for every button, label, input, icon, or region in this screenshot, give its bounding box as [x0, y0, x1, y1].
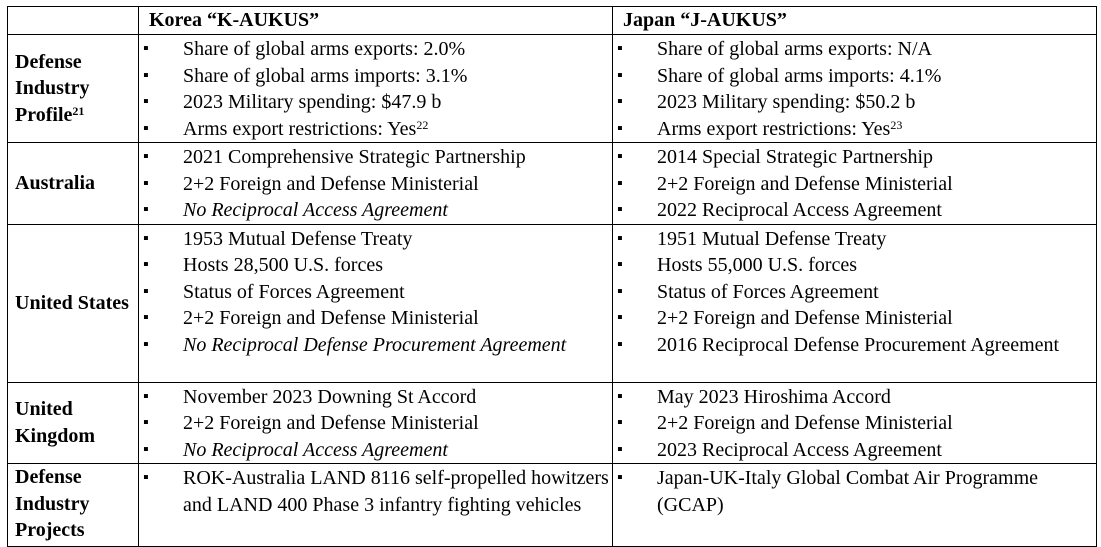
header-corner-cell: [8, 7, 139, 35]
korea-cell-australia: [139, 143, 613, 225]
header-korea: Korea “K-AUKUS”: [139, 7, 613, 35]
list-item: ▪ Share of global arms exports: 2.0%: [139, 36, 612, 63]
row-label-united-states: United States: [8, 224, 139, 382]
row-label-profile: Defense Industry Profile$^{21}$: [8, 35, 139, 143]
list-item: ▪ 2+2 Foreign and Defense Ministerial: [613, 171, 1096, 198]
list-item: ▪ 2023 Reciprocal Access Agreement: [613, 437, 1096, 464]
list-item: ▪ ROK-Australia LAND 8116 self-propelled howitzers and LAND 400 Phase 3 infantry fighting vehicles: [139, 465, 612, 518]
list-item: ▪ Arms export restrictions: Yes$^{23}$: [613, 116, 1096, 143]
japan-cell-united-states: [613, 224, 1097, 382]
list-item: ▪ Hosts 55,000 U.S. forces: [613, 252, 1096, 279]
row-defense-industry-projects: [8, 464, 1097, 547]
japan-cell-united-kingdom: [613, 382, 1097, 464]
list-item: ▪ 2021 Comprehensive Strategic Partnership: [139, 144, 612, 171]
list-item: ▪ No Reciprocal Access Agreement: [139, 197, 612, 224]
list-item: ▪ 2023 Military spending: $47.9 b: [139, 89, 612, 116]
row-australia: [8, 143, 1097, 225]
japan-cell-profile: [613, 35, 1097, 143]
list-item: ▪ Share of global arms imports: 4.1%: [613, 63, 1096, 90]
list-item: ▪ 2016 Reciprocal Defense Procurement Agreement: [613, 332, 1096, 359]
list-item: ▪ 2+2 Foreign and Defense Ministerial: [139, 305, 612, 332]
list-item: ▪ Share of global arms exports: N/A: [613, 36, 1096, 63]
row-united-states: [8, 224, 1097, 382]
list-item: ▪ 2+2 Foreign and Defense Ministerial: [139, 171, 612, 198]
row-label-australia: Australia: [8, 143, 139, 225]
list-item: ▪ 1951 Mutual Defense Treaty: [613, 226, 1096, 253]
comparison-table: [7, 6, 1097, 547]
list-item: ▪ No Reciprocal Defense Procurement Agreement: [139, 332, 612, 359]
korea-cell-united-kingdom: [139, 382, 613, 464]
footnote-ref: 23: [890, 117, 903, 132]
list-item: ▪ Status of Forces Agreement: [139, 279, 612, 306]
list-item: ▪ Japan-UK-Italy Global Combat Air Programme (GCAP): [613, 465, 1096, 518]
row-label-projects: Defense Industry Projects: [8, 464, 139, 547]
header-japan: Japan “J-AUKUS”: [613, 7, 1097, 35]
list-item: ▪ November 2023 Downing St Accord: [139, 384, 612, 411]
list-item: ▪ 2014 Special Strategic Partnership: [613, 144, 1096, 171]
korea-cell-united-states: [139, 224, 613, 382]
list-item: ▪ Hosts 28,500 U.S. forces: [139, 252, 612, 279]
list-item: ▪ May 2023 Hiroshima Accord: [613, 384, 1096, 411]
row-united-kingdom: [8, 382, 1097, 464]
korea-cell-profile: [139, 35, 613, 143]
list-item: ▪ No Reciprocal Access Agreement: [139, 437, 612, 464]
list-item: ▪ 2023 Military spending: $50.2 b: [613, 89, 1096, 116]
list-item: ▪ 2+2 Foreign and Defense Ministerial: [613, 305, 1096, 332]
header-row: [8, 7, 1097, 35]
list-item: ▪ Status of Forces Agreement: [613, 279, 1096, 306]
list-item: ▪ Arms export restrictions: Yes$^{22}$: [139, 116, 612, 143]
list-item: ▪ 1953 Mutual Defense Treaty: [139, 226, 612, 253]
footnote-ref: 22: [416, 117, 429, 132]
row-defense-industry-profile: [8, 35, 1097, 143]
list-item: ▪ 2+2 Foreign and Defense Ministerial: [613, 410, 1096, 437]
list-item: ▪ 2+2 Foreign and Defense Ministerial: [139, 410, 612, 437]
list-item: ▪ 2022 Reciprocal Access Agreement: [613, 197, 1096, 224]
korea-cell-projects: [139, 464, 613, 547]
japan-cell-projects: [613, 464, 1097, 547]
row-label-united-kingdom: United Kingdom: [8, 382, 139, 464]
footnote-ref: 21: [72, 103, 85, 118]
list-item: ▪ Share of global arms imports: 3.1%: [139, 63, 612, 90]
japan-cell-australia: [613, 143, 1097, 225]
